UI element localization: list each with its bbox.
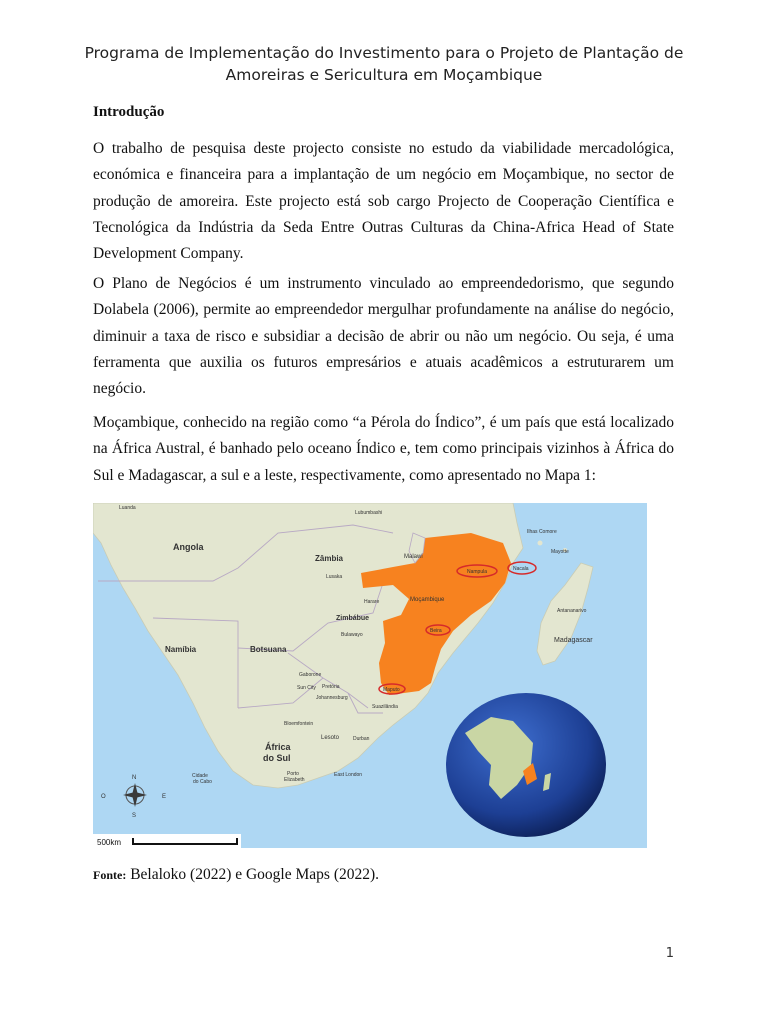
label-pretoria: Pretória xyxy=(322,684,340,690)
label-east-london: East London xyxy=(334,772,363,778)
label-maputo: Maputo xyxy=(383,687,400,693)
label-lubumbashi: Lubumbashi xyxy=(355,510,383,516)
label-lusaka: Lusaka xyxy=(326,574,343,580)
label-port-elizabeth-2: Elizabeth xyxy=(284,777,305,783)
comoros-island xyxy=(538,541,543,546)
label-bloemfontein: Bloemfontein xyxy=(284,721,314,727)
label-bulawayo: Bulawayo xyxy=(341,632,363,638)
label-mozambique: Moçambique xyxy=(410,597,445,603)
label-durban: Durban xyxy=(353,736,370,742)
label-gaborone: Gaborone xyxy=(299,672,322,678)
label-lesotho: Lesoto xyxy=(321,735,340,741)
scale-label: 500km xyxy=(97,838,122,847)
paragraph-mozambique: Moçambique, conhecido na região como “a Pérola do Índico”, é um país que está localizado na África Austral, é banhado pelo oceano Índico e, tem como principais vizinhos à África do Sul e Madagascar, a sul e a leste, respectivamente, como apresentado no Mapa 1: xyxy=(93,414,674,484)
paragraph-intro: O trabalho de pesquisa deste projecto consiste no estudo da viabilidade mercadológica, económica e financeira para a implantação de um negócio em Moçambique, no sector de produção de amoreira. Este projecto está sob cargo Projecto de Cooperação Científica e Tecnológica da Indústria da Seda Entre Outras Culturas da China-Africa Head of State Development Company. xyxy=(93,140,674,263)
label-namibia: Namíbia xyxy=(165,645,197,654)
label-sun-city: Sun City xyxy=(297,685,316,691)
caption-text: Belaloko (2022) e Google Maps (2022). xyxy=(130,866,380,883)
compass-south: S xyxy=(132,813,137,819)
map-svg xyxy=(93,503,647,848)
label-zambia: Zâmbia xyxy=(315,554,344,563)
header-line-2: Amoreiras e Sericultura em Moçambique xyxy=(225,66,543,84)
label-nacala: Nacala xyxy=(513,566,529,572)
label-cape-town-2: do Cabo xyxy=(193,779,212,785)
label-antananarivo: Antananarivo xyxy=(557,608,587,614)
header-line-1: Programa de Implementação do Investimento para o Projeto de Plantação de xyxy=(84,44,684,62)
label-madagascar: Madagascar xyxy=(554,637,593,644)
compass-east: E xyxy=(162,794,167,800)
label-nampula: Nampula xyxy=(467,569,488,575)
globe-inset xyxy=(446,693,606,837)
caption-label: Fonte: xyxy=(93,868,127,882)
section-title: Introdução xyxy=(93,104,165,120)
scale-bar xyxy=(93,834,241,848)
label-beira: Beira xyxy=(430,628,442,634)
label-malawi: Malawi xyxy=(404,554,423,560)
label-comoros: Ilhas Comore xyxy=(527,529,557,535)
map-figure xyxy=(93,503,647,848)
running-header xyxy=(60,42,708,86)
label-angola: Angola xyxy=(173,542,204,552)
compass-west: O xyxy=(101,794,106,800)
label-harare: Harare xyxy=(364,599,380,605)
label-luanda: Luanda xyxy=(119,505,136,511)
label-johannesburg: Johannesburg xyxy=(316,695,348,701)
paragraph-business-plan: O Plano de Negócios é um instrumento vinculado ao empreendedorismo, que segundo Dolabela (2006), permite ao empreendedor mergulhar profundamente na análise do negócio, diminuir a taxa de risco e subsidiar a decisão de abrir ou não um negócio. Ou seja, é uma ferramenta que auxilia os futuros empresários e atuais acadêmicos a estruturarem um negócio. xyxy=(93,275,674,398)
label-south-africa-1: África xyxy=(265,742,291,752)
figure-source-caption xyxy=(93,866,379,884)
label-botswana: Botsuana xyxy=(250,645,287,654)
label-cape-town-1: Cidade xyxy=(192,773,208,779)
label-port-elizabeth-1: Porto xyxy=(287,771,299,777)
page-number: 1 xyxy=(665,946,674,961)
label-south-africa-2: do Sul xyxy=(263,753,291,763)
label-mayotte: Mayotte xyxy=(551,549,569,555)
compass-north: N xyxy=(132,775,137,781)
label-swaziland: Suazilândia xyxy=(372,704,398,710)
label-zimbabwe: Zimbábue xyxy=(336,615,370,622)
